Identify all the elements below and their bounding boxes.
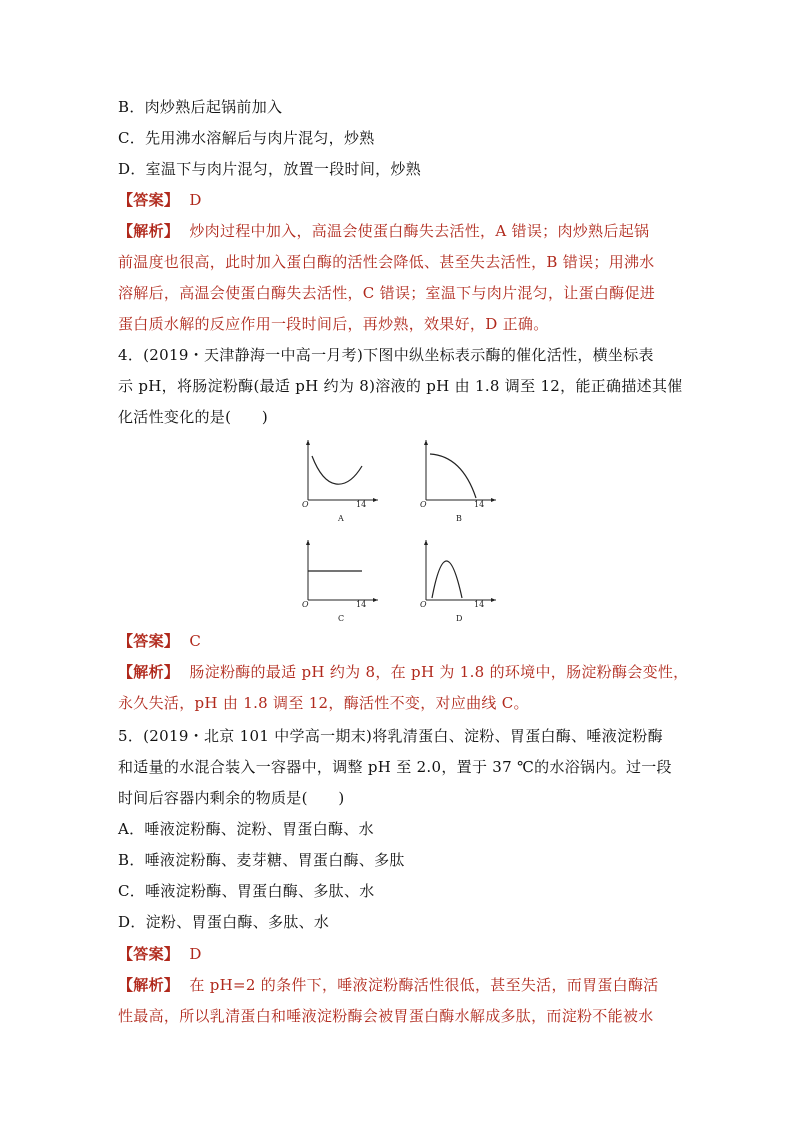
analysis-tag: 【解析】	[118, 976, 180, 994]
tick-label: 14	[356, 500, 367, 509]
q4-stem-line-3: 化活性变化的是( )	[118, 408, 269, 426]
q4-stem-line-2: 示 pH，将肠淀粉酶(最适 pH 约为 8)溶液的 pH 由 1.8 调至 12，能正确描述其催	[118, 377, 683, 395]
q5-stem-line-3: 时间后容器内剩余的物质是( )	[118, 789, 345, 807]
answer-tag: 【答案】	[118, 632, 180, 650]
q5-option-c: C．唾液淀粉酶、胃蛋白酶、多肽、水	[118, 882, 375, 900]
graph-caption: B	[456, 514, 462, 523]
option-c: C．先用沸水溶解后与肉片混匀，炒熟	[118, 129, 375, 147]
tick-label: 14	[474, 600, 485, 609]
answer-value: D	[189, 945, 202, 963]
answer-value: D	[189, 191, 202, 209]
origin-label: O	[302, 500, 309, 509]
graph-caption: C	[338, 614, 345, 623]
analysis-text: 在 pH=2 的条件下，唾液淀粉酶活性很低，甚至失活，而胃蛋白酶活	[189, 976, 659, 994]
analysis-text: 炒肉过程中加入，高温会使蛋白酶失去活性，A 错误；肉炒熟后起锅	[189, 222, 650, 240]
q4-analysis-line-2: 永久失活，pH 由 1.8 调至 12，酶活性不变，对应曲线 C。	[118, 694, 529, 712]
q4-graphs	[280, 438, 520, 628]
tick-label: 14	[474, 500, 485, 509]
q3-answer	[118, 190, 678, 210]
q4-stem-line-1: 4．(2019・天津静海一中高一月考)下图中纵坐标表示酶的催化活性，横坐标表	[118, 346, 654, 364]
graph-d	[418, 538, 498, 623]
analysis-tag: 【解析】	[118, 222, 180, 240]
origin-label: O	[420, 500, 427, 509]
option-b: B．肉炒熟后起锅前加入	[118, 98, 283, 116]
graph-c	[300, 538, 380, 623]
answer-tag: 【答案】	[118, 945, 180, 963]
answer-value: C	[189, 632, 202, 650]
q5-stem-line-1: 5．(2019・北京 101 中学高一期末)将乳清蛋白、淀粉、胃蛋白酶、唾液淀粉酶	[118, 727, 663, 745]
q3-analysis-line-3: 溶解后，高温会使蛋白酶失去活性，C 错误；室温下与肉片混匀，让蛋白酶促进	[118, 284, 656, 302]
q5-option-d: D．淀粉、胃蛋白酶、多肽、水	[118, 913, 330, 931]
q4-analysis-line-1	[118, 662, 689, 682]
q4-answer	[118, 631, 678, 651]
graph-a	[300, 438, 380, 523]
q3-analysis-line-2: 前温度也很高，此时加入蛋白酶的活性会降低、甚至失去活性，B 错误；用沸水	[118, 253, 655, 271]
q5-stem-line-2: 和适量的水混合装入一容器中，调整 pH 至 2.0，置于 37 ℃的水浴锅内。过一段	[118, 758, 672, 776]
q5-analysis-line-1	[118, 975, 678, 995]
q5-option-b: B．唾液淀粉酶、麦芽糖、胃蛋白酶、多肽	[118, 851, 405, 869]
graph-b	[418, 438, 498, 523]
q3-analysis-line-1	[118, 221, 678, 241]
q5-answer	[118, 944, 678, 964]
answer-tag: 【答案】	[118, 191, 180, 209]
q3-analysis-line-4: 蛋白质水解的反应作用一段时间后，再炒熟，效果好，D 正确。	[118, 315, 549, 333]
origin-label: O	[420, 600, 427, 609]
q5-analysis-line-2: 性最高，所以乳清蛋白和唾液淀粉酶会被胃蛋白酶水解成多肽，而淀粉不能被水	[118, 1007, 654, 1025]
tick-label: 14	[356, 600, 367, 609]
option-d: D．室温下与肉片混匀，放置一段时间，炒熟	[118, 160, 422, 178]
graph-caption: D	[456, 614, 463, 623]
origin-label: O	[302, 600, 309, 609]
analysis-text: 肠淀粉酶的最适 pH 约为 8，在 pH 为 1.8 的环境中，肠淀粉酶会变性，	[189, 663, 689, 681]
analysis-tag: 【解析】	[118, 663, 180, 681]
q5-option-a: A．唾液淀粉酶、淀粉、胃蛋白酶、水	[118, 820, 374, 838]
graph-caption: A	[338, 514, 344, 523]
